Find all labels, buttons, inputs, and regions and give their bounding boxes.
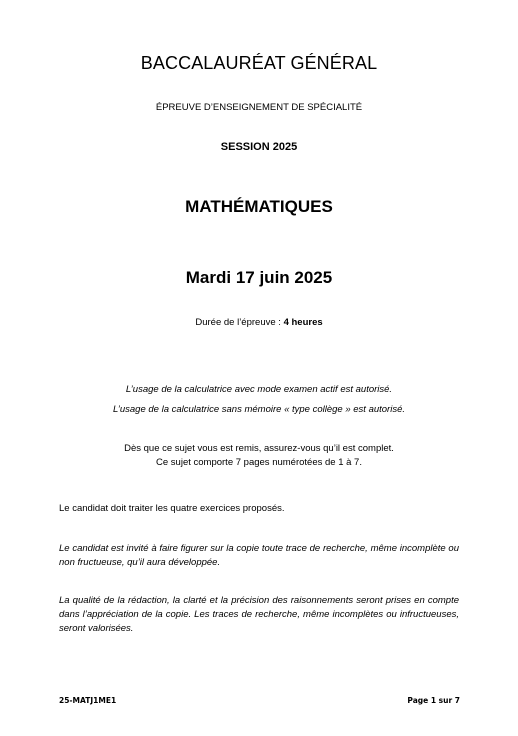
- exam-type: ÉPREUVE D’ENSEIGNEMENT DE SPÉCIALITÉ: [155, 102, 363, 113]
- session-label: SESSION 2025: [220, 141, 298, 153]
- page-number: Page 1 sur 7: [407, 696, 460, 705]
- exam-date: Mardi 17 juin 2025: [185, 268, 333, 287]
- instruction-exercises: Le candidat doit traiter les quatre exercices proposés.: [59, 503, 285, 514]
- instruction-research-trace: Le candidat est invité à faire figurer sur la copie toute trace de recherche, même incomplète ou non fructueuse, qu’il aura développée.: [59, 543, 459, 568]
- completeness-notice: Dès que ce sujet vous est remis, assurez-vous qu’il est complet.: [124, 443, 394, 454]
- page-count-notice: Ce sujet comporte 7 pages numérotées de 1 à 7.: [156, 457, 362, 468]
- calculator-rule-2: L’usage de la calculatrice sans mémoire « type collège » est autorisé.: [112, 404, 406, 415]
- instruction-writing-quality: La qualité de la rédaction, la clarté et la précision des raisonnements seront prises en compte dans l’appréciation de la copie. Les traces de recherche, même incomplètes ou infructueuses, seront valorisées.: [59, 595, 459, 634]
- exam-title: BACCALAURÉAT GÉNÉRAL: [140, 53, 378, 73]
- duration-value: 4 heures: [283, 317, 323, 328]
- calculator-rule-1: L’usage de la calculatrice avec mode examen actif est autorisé.: [125, 384, 393, 395]
- duration-label: Durée de l’épreuve :: [195, 317, 284, 328]
- subject-code: 25-MATJ1ME1: [59, 696, 117, 705]
- duration-line: [0, 317, 518, 328]
- subject-title: MATHÉMATIQUES: [185, 197, 333, 216]
